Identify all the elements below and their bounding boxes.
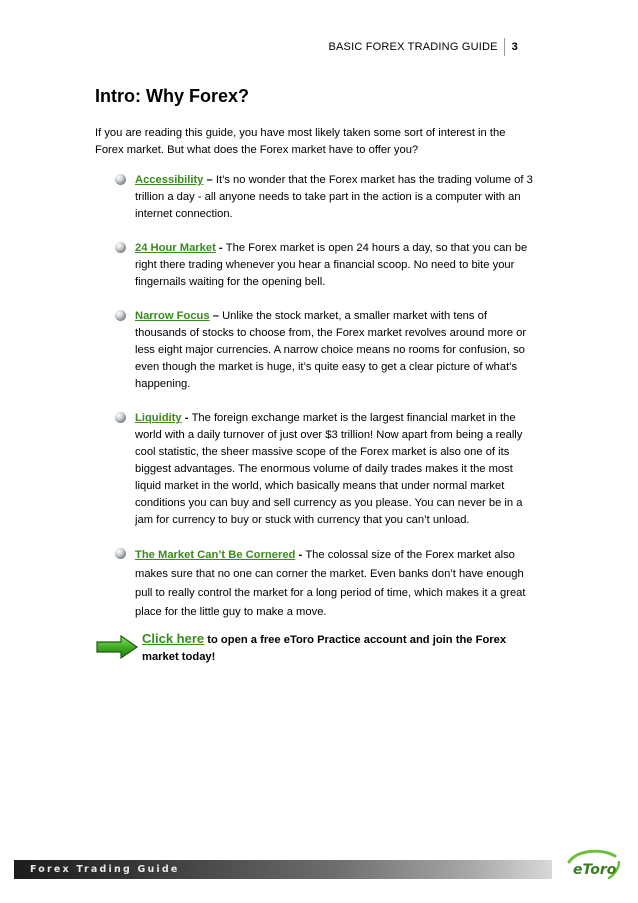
- bullet-icon: [115, 174, 126, 185]
- footer-label: Forex Trading Guide: [30, 864, 180, 875]
- bullet-icon: [115, 412, 126, 423]
- running-title: BASIC FOREX TRADING GUIDE: [328, 41, 498, 53]
- footer-bar: [14, 860, 552, 879]
- etoro-logo: [563, 848, 623, 888]
- section-title: Intro: Why Forex?: [95, 86, 249, 106]
- bullet-term: Liquidity: [135, 412, 182, 424]
- bullet-dash: -: [215, 242, 226, 254]
- header-divider: [504, 38, 505, 56]
- bullet-dash: –: [203, 174, 216, 186]
- call-to-action: [95, 630, 535, 670]
- cta-message: to open a free eToro Practice account and join the Forex market today!: [142, 634, 507, 663]
- page-header: [328, 38, 518, 56]
- list-item: [115, 308, 540, 393]
- bullet-icon: [115, 548, 126, 559]
- logo-wordmark: eToro: [573, 862, 617, 878]
- bullet-dash: -: [181, 412, 192, 424]
- bullet-text: The colossal size of the Forex market also makes sure that no one can corner the market. Even banks don’t have enough pull to really control the market for a long period of time, which makes it a great place for the little guy to make a move.: [135, 549, 526, 618]
- bullet-icon: [115, 310, 126, 321]
- bullet-term: Accessibility: [135, 174, 204, 186]
- bullet-text: The foreign exchange market is the largest financial market in the world with a daily turnover of just over $3 trillion! Now apart from being a really cool statistic, the sheer massive scope of the Forex market is also one of its biggest advantages. The enormous volume of daily trades makes it the most liquid market in the world, which basically means that under normal market conditions you can buy and sell currency as you please. You can never be in a jam for currency to buy or stuck with currency that you can’t unload.: [135, 412, 523, 526]
- list-item: [115, 172, 540, 223]
- bullet-icon: [115, 242, 126, 253]
- list-item: [115, 410, 540, 529]
- cta-text: [142, 630, 532, 666]
- benefit-list: [115, 172, 540, 639]
- green-arrow-icon[interactable]: [95, 634, 139, 660]
- list-item: [115, 546, 540, 622]
- click-here-link[interactable]: Click here: [142, 631, 205, 646]
- bullet-dash: –: [209, 310, 223, 322]
- bullet-dash: -: [295, 549, 306, 561]
- bullet-text: It’s no wonder that the Forex market has the trading volume of 3 trillion a day - all anyone needs to take part in the action is a computer with an internet connection.: [135, 174, 533, 220]
- page-number: 3: [511, 41, 518, 53]
- list-item: [115, 240, 540, 291]
- bullet-term: 24 Hour Market: [135, 242, 216, 254]
- bullet-text: The Forex market is open 24 hours a day, so that you can be right there trading whenever you hear a financial scoop. No need to bite your fingernails waiting for the opening bell.: [135, 242, 528, 288]
- bullet-term: Narrow Focus: [135, 310, 210, 322]
- intro-paragraph: If you are reading this guide, you have most likely taken some sort of interest in the Forex market. But what does the Forex market have to offer you?: [95, 127, 506, 156]
- bullet-term: The Market Can’t Be Cornered: [135, 549, 296, 561]
- bullet-text: Unlike the stock market, a smaller market with tens of thousands of stocks to choose from, the Forex market revolves around more or less eight major currencies. A narrow choice means no rooms for confusion, so even though the market is huge, it’s quite easy to get a clear picture of what’s happening.: [135, 310, 527, 390]
